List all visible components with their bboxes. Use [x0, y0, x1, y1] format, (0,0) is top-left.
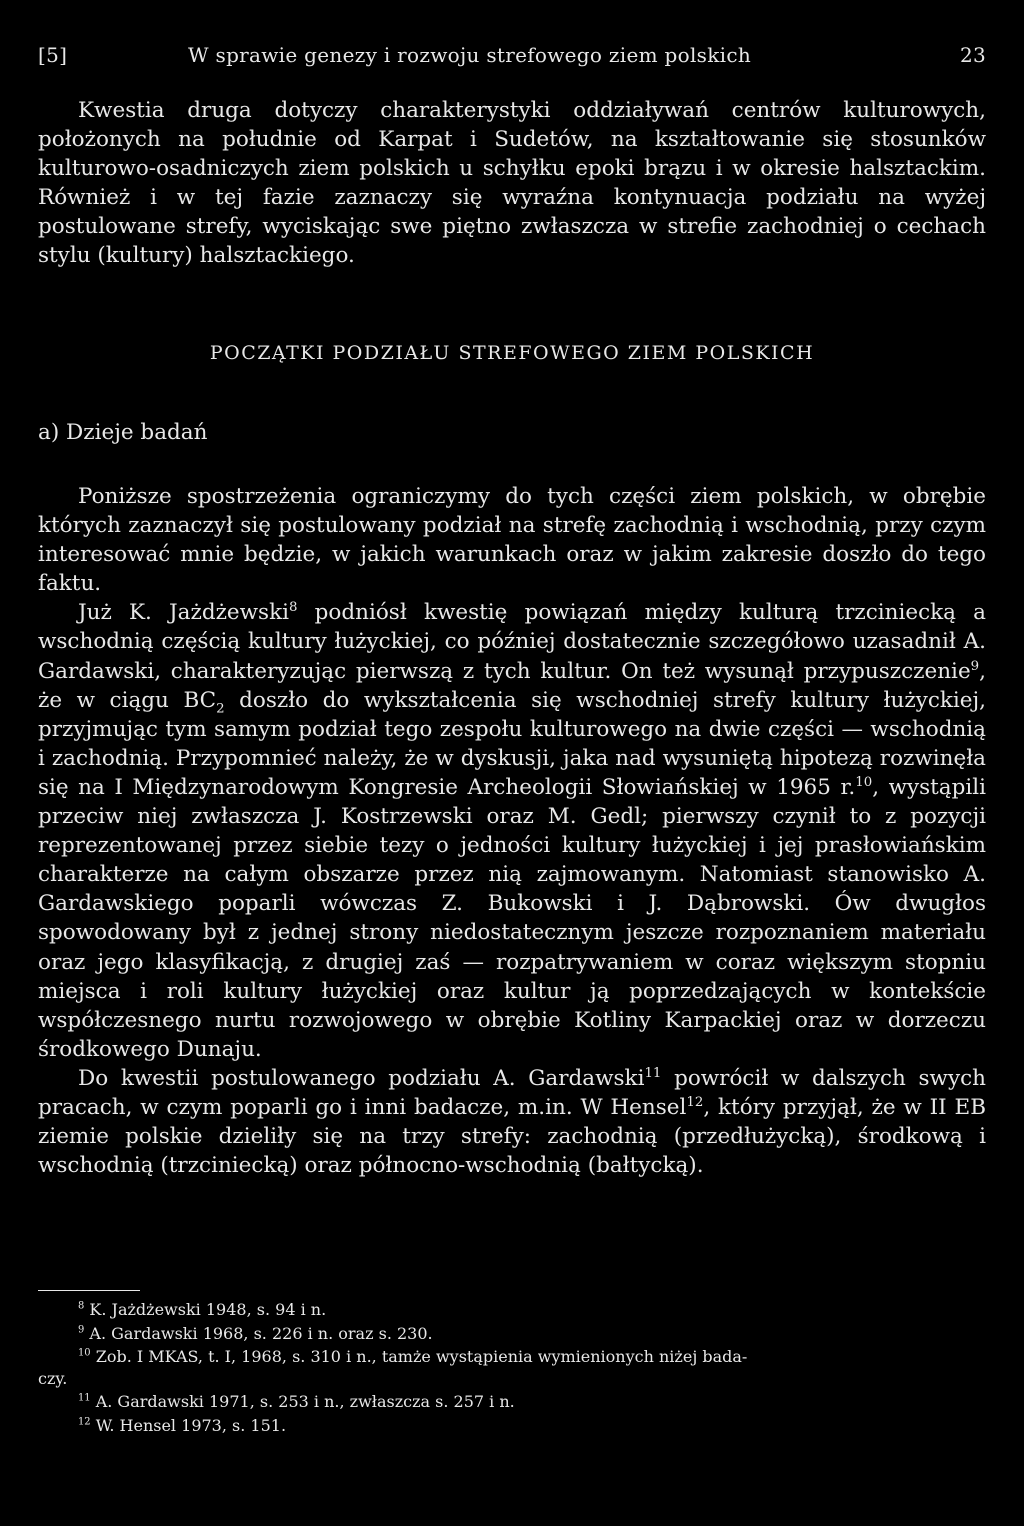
- intro-paragraph: Kwestia druga dotyczy charakterystyki oddziaływań centrów kulturowych, położonych na południe od Karpat i Sudetów, na kształtowanie się stosunków kulturowo-osadniczych ziem polskich u schyłku epoki brązu i w okresie halsztackim. Również i w tej fazie zaznaczy się wyraźna kontynuacja podziału na wyżej postulowane strefy, wyciskając swe piętno zwłaszcza w strefie zachodniej o cechach stylu (kultury) halsztackiego.: [38, 98, 986, 269]
- intro-block: [38, 96, 986, 271]
- text-run: , że w ciągu BC: [38, 658, 986, 713]
- footnotes: [38, 1298, 986, 1437]
- footnote-11: [38, 1390, 986, 1414]
- footnote-ref-9[interactable]: 9: [970, 658, 980, 674]
- footnote-10-continuation: czy.: [38, 1368, 68, 1388]
- paragraph-1: Poniższe spostrzeżenia ograniczymy do tych części ziem polskich, w obrębie których zaznaczył się postulowany podział na strefę zachodnią i wschodnią, przy czym interesować mnie będzie, w jakich warunkach oraz w jakim zakresie doszło do tego faktu.: [38, 484, 986, 597]
- subscript: 2: [216, 700, 225, 716]
- footnote-text: Zob. I MKAS, t. I, 1968, s. 310 i n., tamże wystąpienia wymienionych niżej bada-: [95, 1347, 748, 1366]
- running-title: W sprawie genezy i rozwoju strefowego ziem polskich: [188, 43, 752, 67]
- text-run: podniósł kwestię powiązań między kulturą trzciniecką a wschodnią częścią kultury łużyckiej, co później dostatecznie szczegółowo uzasadnił A. Gardawski, charakteryzując pierwszą z tych kultur. On też wysunął przypuszczenie: [38, 600, 987, 684]
- text-run: , wystąpili przeciw niej zwłaszcza J. Kostrzewski oraz M. Gedl; pierwszy czynił to z pozycji reprezentowanej przez siebie tezy o jedności kultury łużyckiej i jej prasłowiańskim charakterze na całym obszarze przez nią zajmowanym. Natomiast stanowisko A. Gardawskiego poparli wówczas Z. Bukowski i J. Dąbrowski. Ów dwugłos spowodowany był z jednej strony niedostatecznym jeszcze rozpoznaniem materiału oraz jego klasyfikacją, z drugiej zaś — rozpatrywaniem w coraz większym stopniu miejsca i roli kultury łużyckiej oraz kultur ją poprzedzających w kontekście współczesnego nurtu rozwojowego w obrębie Kotliny Karpackiej oraz w dorzeczu środkowego Dunaju.: [38, 774, 986, 1062]
- footnote-text: W. Hensel 1973, s. 151.: [95, 1415, 287, 1435]
- footnote-number: 8: [78, 1300, 85, 1312]
- text-run: Do kwestii postulowanego podziału A. Gardawski: [78, 1065, 645, 1091]
- footnote-9: [38, 1322, 986, 1346]
- footnote-ref-11[interactable]: 11: [644, 1065, 662, 1081]
- footnote-12: [38, 1414, 986, 1438]
- paragraph-2: [38, 598, 986, 1064]
- footnote-number: 9: [78, 1324, 85, 1336]
- footnote-divider: [38, 1290, 140, 1291]
- footnote-10: [38, 1345, 986, 1369]
- text-run: Już K. Jażdżewski: [78, 600, 289, 626]
- section-number: [5]: [38, 43, 68, 67]
- footnote-ref-8[interactable]: 8: [288, 600, 298, 616]
- section-title: POCZĄTKI PODZIAŁU STREFOWEGO ZIEM POLSKICH: [209, 342, 815, 364]
- page-number: 23: [959, 43, 986, 67]
- text-run: , który przyjął, że w II EB ziemie polskie dzieliły się na trzy strefy: zachodnią (przedłużycką), środkową i wschodnią (trzciniecką) oraz północno-wschodnią (bałtycką).: [38, 1094, 986, 1179]
- footnote-text: A. Gardawski 1971, s. 253 i n., zwłaszcza s. 257 i n.: [95, 1392, 515, 1411]
- body-text: [38, 482, 986, 1180]
- footnote-number: 12: [78, 1416, 91, 1428]
- running-head: [38, 40, 986, 70]
- footnote-number: 10: [78, 1347, 91, 1359]
- footnote-number: 11: [78, 1392, 91, 1404]
- footnote-text: K. Jażdżewski 1948, s. 94 i n.: [89, 1300, 327, 1319]
- text-run: powrócił w dalszych swych pracach, w czym poparli go i inni badacze, m.in. W Hensel: [38, 1065, 986, 1120]
- footnote-text: A. Gardawski 1968, s. 226 i n. oraz s. 230.: [89, 1323, 433, 1343]
- text-run: doszło do wykształcenia się wschodniej strefy kultury łużyckiej, przyjmując tym samym podział tego zespołu kulturowego na dwie części — wschodnią i zachodnią. Przypomnieć należy, że w dyskusji, jaka nad wysuniętą hipotezą rozwinęła się na I Międzynarodowym Kongresie Archeologii Słowiańskiej w 1965 r.: [38, 687, 986, 800]
- footnote-ref-12[interactable]: 12: [686, 1094, 704, 1110]
- footnote-8: [38, 1298, 986, 1322]
- subsection-title: a) Dzieje badań: [38, 420, 208, 445]
- footnote-ref-10[interactable]: 10: [855, 774, 873, 790]
- paragraph-3: [38, 1064, 986, 1180]
